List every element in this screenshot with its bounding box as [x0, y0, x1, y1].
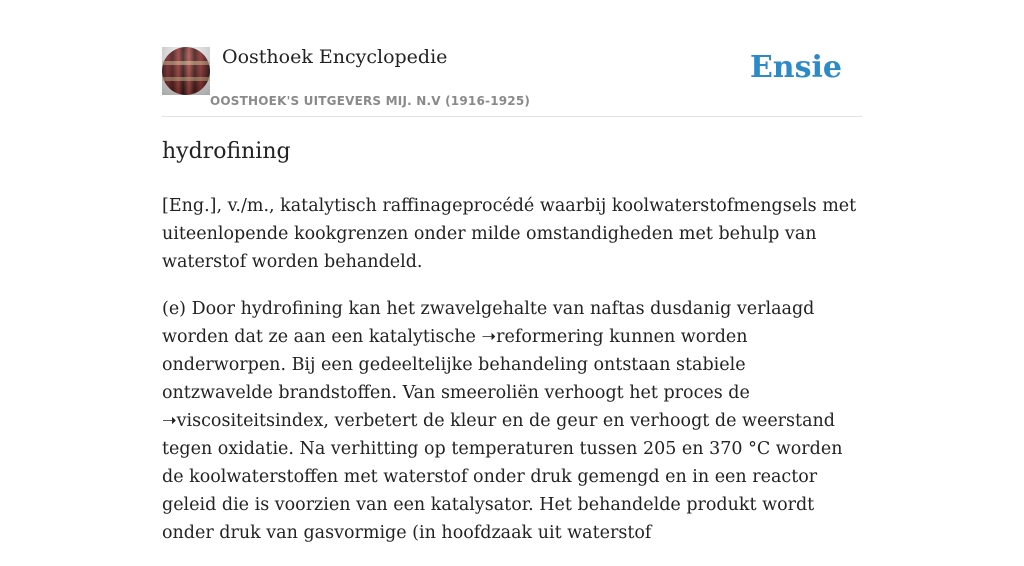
paragraph-text: (e) Door hydrofining kan het zwavelgehalte van naftas dusdanig verlaagd worden dat ze aan een katalytische: [162, 299, 815, 347]
ensie-logo[interactable]: Ensie: [749, 50, 842, 85]
publisher-label: OOSTHOEK'S UITGEVERS MIJ. N.V (1916-1925): [210, 94, 531, 108]
explanation-paragraph: [162, 295, 862, 547]
paragraph-text: kunnen worden onderworpen. Bij een gedeeltelijke behandeling ontstaan stabiele ontzwavelde brandstoffen. Van smeeroliën verhoogt het proces de: [162, 327, 750, 403]
viscositeitsindex-link[interactable]: ➝viscositeitsindex: [162, 411, 324, 431]
entry-title: hydrofining: [162, 139, 291, 164]
encyclopedia-avatar[interactable]: [162, 47, 210, 95]
entry-body: [162, 192, 862, 566]
paragraph-text: , verbetert de kleur en de geur en verhoogt de weerstand tegen oxidatie. Na verhitting op temperaturen tussen 205 en 370 °C worden de koolwaterstoffen met waterstof onder druk gemengd en in een reactor geleid die is voorzien van een katalysator. Het behandelde produkt wordt onder druk van gasvormige (in hoofdzaak uit waterstof: [162, 411, 843, 543]
avatar-shade: [162, 47, 210, 95]
header: [162, 40, 862, 117]
reformering-link[interactable]: ➝reformering: [481, 327, 604, 347]
definition-paragraph: [Eng.], v./m., katalytisch raffinageprocédé waarbij koolwaterstofmengsels met uiteenlopende kookgrenzen onder milde omstandigheden met behulp van waterstof worden behandeld.: [162, 196, 857, 272]
site-name[interactable]: Oosthoek Encyclopedie: [222, 46, 448, 68]
